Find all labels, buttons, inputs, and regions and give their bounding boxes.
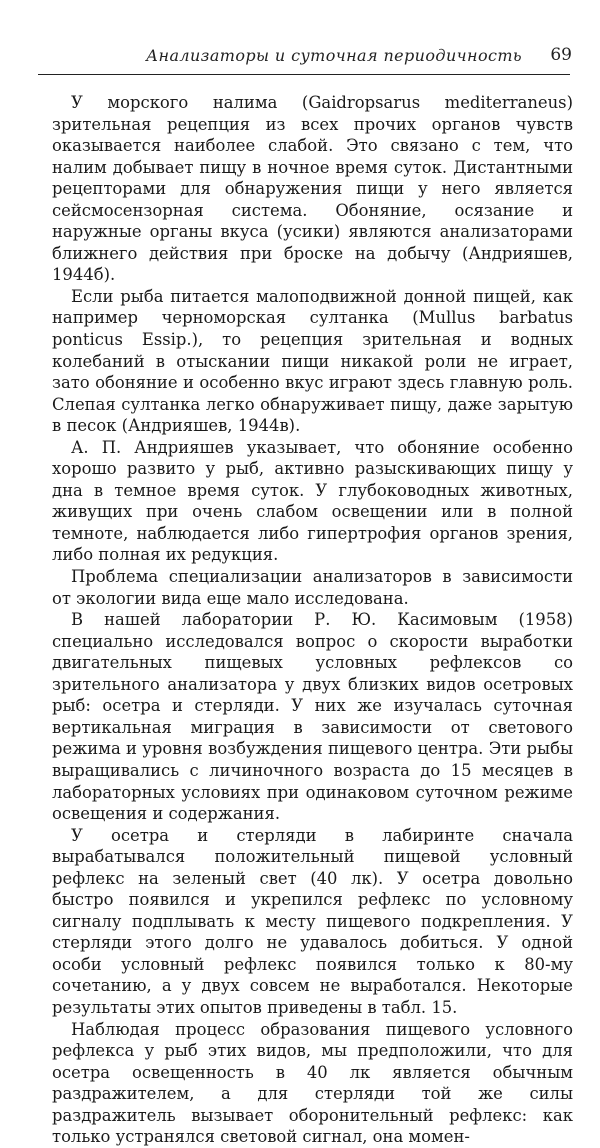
paragraph: Проблема специализации анализаторов в зависимости от экологии вида еще мало исследована. <box>52 567 573 608</box>
running-title: Анализаторы и суточная периодичность <box>146 46 523 65</box>
paragraph: Если рыба питается малоподвижной донной пищей, как например черноморская султанка (Mullus barbatus ponticus Essip.), то рецепция зрительная и водных колебаний в отыскании пищи никакой роли не играет, зато обоняние и особенно вкус играют здесь главную роль. Слепая султанка легко обнаруживает пищу, даже зарытую в песок (Андрияшев, 1944в). <box>52 286 573 436</box>
paragraph: В нашей лаборатории Р. Ю. Касимовым (1958) специально исследовался вопрос о скорости выработки двигательных пищевых условных рефлексов со зрительного анализатора у двух близких видов осетровых рыб: осетра и стерляди. У них же изучалась суточная вертикальная миграция в зависимости от светового режима и уровня возбуждения пищевого центра. Эти рыбы выращивались с личиночного возраста до 15 месяцев в лабораторных условиях при одинаковом суточном режиме освещения и содержания. <box>52 610 573 824</box>
page-number: 69 <box>550 45 572 65</box>
body-text <box>52 92 573 1148</box>
page-header <box>0 0 600 84</box>
header-rule <box>38 74 570 75</box>
paragraph: А. П. Андрияшев указывает, что обоняние особенно хорошо развито у рыб, активно разыскивающих пищу у дна в темное время суток. У глубоководных животных, живущих при очень слабом освещении или в полной темноте, наблюдается либо гипертрофия органов зрения, либо полная их редукция. <box>52 437 573 565</box>
paragraph: У морского налима (Gaidropsarus mediterraneus) зрительная рецепция из всех прочих органов чувств оказывается наиболее слабой. Это связано с тем, что налим добывает пищу в ночное время суток. Дистантными рецепторами для обнаружения пищи у него является сейсмосензорная система. Обоняние, осязание и наружные органы вкуса (усики) являются анализаторами ближнего действия при броске на добычу (Андрияшев, 1944б). <box>52 93 573 285</box>
paragraph: У осетра и стерляди в лабиринте сначала вырабатывался положительный пищевой условный рефлекс на зеленый свет (40 лк). У осетра довольно быстро появился и укрепился рефлекс по условному сигналу подплывать к месту пищевого подкрепления. У стерляди этого долго не удавалось добиться. У одной особи условный рефлекс появился только к 80-му сочетанию, а у двух совсем не выработался. Некоторые результаты этих опытов приведены в табл. 15. <box>52 825 573 1017</box>
paragraph: Наблюдая процесс образования пищевого условного рефлекса у рыб этих видов, мы предположили, что для осетра освещенность в 40 лк является обычным раздражителем, а для стерляди той же силы раздражитель вызывает оборонительный рефлекс: как только устранялся световой сигнал, она момен- <box>52 1019 573 1147</box>
